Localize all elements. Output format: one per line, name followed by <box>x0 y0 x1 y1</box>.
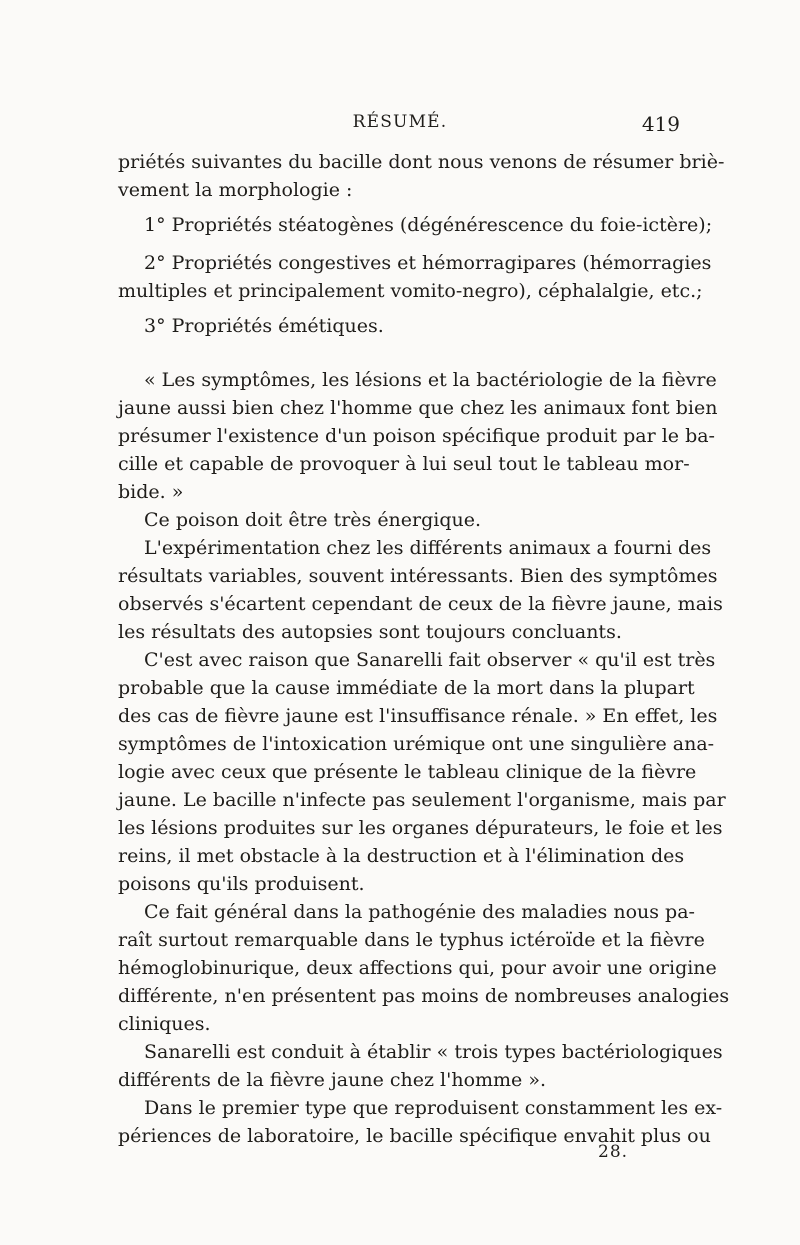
text-line: les lésions produites sur les organes dépurateurs, le foie et les <box>118 817 723 839</box>
text-line: présumer l'existence d'un poison spécifique produit par le ba- <box>118 425 715 447</box>
text-line: Dans le premier type que reproduisent constamment les ex- <box>144 1097 723 1119</box>
text-line: C'est avec raison que Sanarelli fait observer « qu'il est très <box>144 649 716 671</box>
text-line: jaune aussi bien chez l'homme que chez les animaux font bien <box>118 397 718 419</box>
text-line: L'expérimentation chez les différents animaux a fourni des <box>144 537 712 559</box>
text-line: cille et capable de provoquer à lui seul tout le tableau mor- <box>118 453 690 475</box>
text-line: « Les symptômes, les lésions et la bactériologie de la fièvre <box>144 369 717 391</box>
text-line: des cas de fièvre jaune est l'insuffisance rénale. » En effet, les <box>118 705 718 727</box>
text-line: hémoglobinurique, deux affections qui, pour avoir une origine <box>118 957 717 979</box>
text-line: symptômes de l'intoxication urémique ont une singulière ana- <box>118 733 715 755</box>
text-line: raît surtout remarquable dans le typhus ictéroïde et la fièvre <box>118 929 705 951</box>
text-line: cliniques. <box>118 1013 211 1035</box>
text-line: priétés suivantes du bacille dont nous venons de résumer briè- <box>118 151 725 173</box>
text-line: reins, il met obstacle à la destruction et à l'élimination des <box>118 845 685 867</box>
text-line: différente, n'en présentent pas moins de nombreuses analogies <box>118 985 730 1007</box>
text-line: probable que la cause immédiate de la mort dans la plupart <box>118 677 695 699</box>
page-number: 419 <box>641 112 680 136</box>
text-line: bide. » <box>118 481 184 503</box>
text-line: Sanarelli est conduit à établir « trois types bactériologiques <box>144 1041 723 1063</box>
signature-mark: 28. <box>598 1142 629 1162</box>
text-line: résultats variables, souvent intéressants. Bien des symptômes <box>118 565 718 587</box>
text-line: logie avec ceux que présente le tableau clinique de la fièvre <box>118 761 697 783</box>
text-line: observés s'écartent cependant de ceux de la fièvre jaune, mais <box>118 593 723 615</box>
body-text <box>118 148 730 1150</box>
text-line: jaune. Le bacille n'infecte pas seulement l'organisme, mais par <box>118 789 726 811</box>
text-line: 3° Propriétés émétiques. <box>144 315 384 337</box>
header-title: RÉSUMÉ. <box>352 112 448 132</box>
text-line: périences de laboratoire, le bacille spécifique envahit plus ou <box>118 1125 711 1147</box>
text-line: 1° Propriétés stéatogènes (dégénérescence du foie-ictère); <box>144 214 713 236</box>
running-header <box>120 112 680 142</box>
text-line: vement la morphologie : <box>118 179 353 201</box>
text-line: Ce fait général dans la pathogénie des maladies nous pa- <box>144 901 695 923</box>
text-line: poisons qu'ils produisent. <box>118 873 365 895</box>
text-line: Ce poison doit être très énergique. <box>144 509 482 531</box>
text-line: différents de la fièvre jaune chez l'homme ». <box>118 1069 546 1091</box>
text-line: les résultats des autopsies sont toujours concluants. <box>118 621 622 643</box>
text-line: multiples et principalement vomito-negro), céphalalgie, etc.; <box>118 280 703 302</box>
text-line: 2° Propriétés congestives et hémorragipares (hémorragies <box>144 252 712 274</box>
